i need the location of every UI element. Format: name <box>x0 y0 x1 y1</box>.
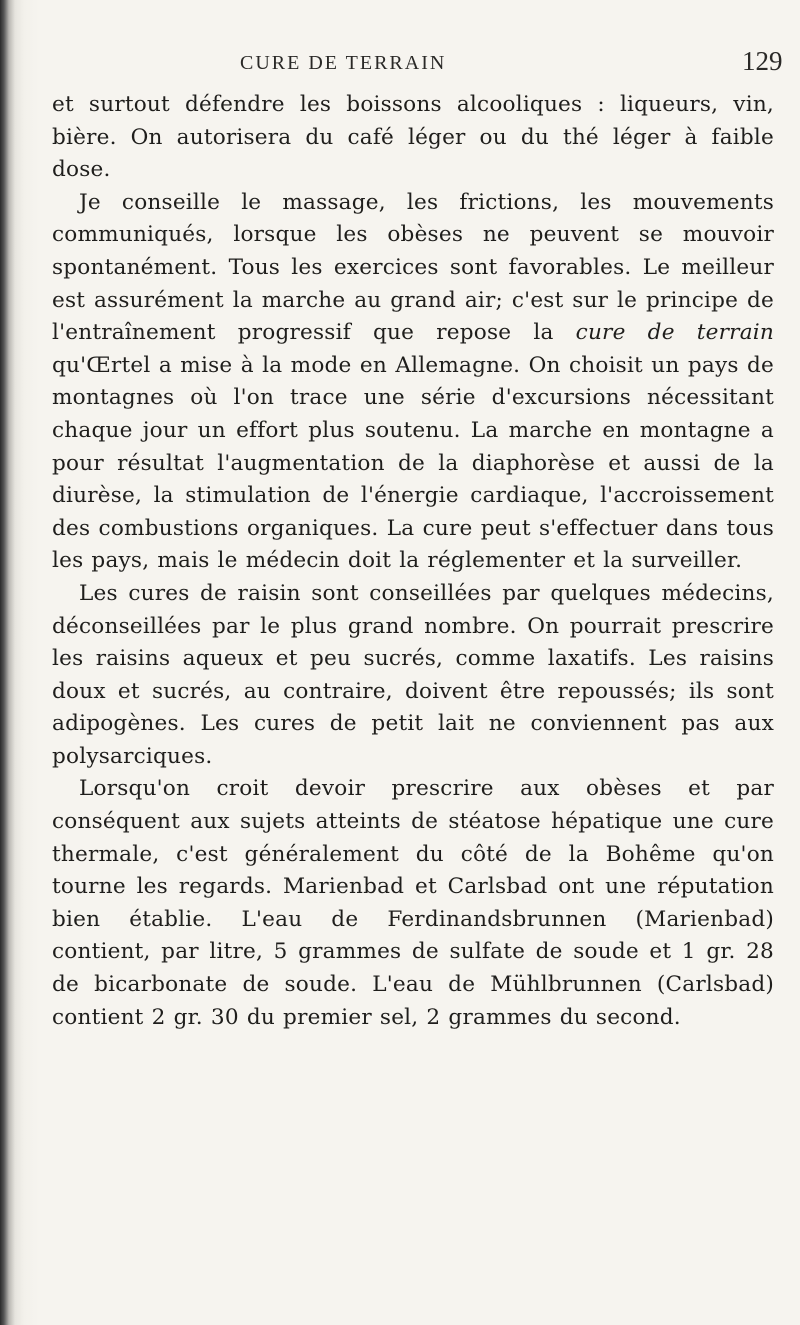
paragraph-exercise-end: qu'Œrtel a mise à la mode en Allemagne. On choisit un pays de montagnes où l'on trace une série d'excursions nécessitant chaque jour un effort plus soutenu. La marche en montagne a pour résultat l'augmentation de la diaphorèse et aussi de la diurèse, la stimulation de l'énergie cardiaque, l'accroissement des combustions organiques. La cure peut s'effectuer dans tous les pays, mais le médecin doit la réglementer et la surveiller. <box>52 352 774 574</box>
body-text <box>52 89 774 1034</box>
paragraph-diet: et surtout défendre les boissons alcooliques : liqueurs, vin, bière. On autorisera du café léger ou du thé léger à faible dose. <box>52 92 774 183</box>
paragraph-exercise <box>52 187 774 578</box>
paragraph-thermal-cures: Lorsqu'on croit devoir prescrire aux obèses et par conséquent aux sujets atteints de stéatose hépatique une cure thermale, c'est généralement du côté de la Bohême qu'on tourne les regards. Marienbad et Carlsbad ont une réputation bien établie. L'eau de Ferdinandsbrunnen (Marienbad) contient, par litre, 5 grammes de sulfate de soude et 1 gr. 28 de bicarbonate de soude. L'eau de Mühlbrunnen (Carlsbad) contient 2 gr. 30 du premier sel, 2 grammes du second. <box>52 776 774 1030</box>
paragraph-exercise-italic: cure de terrain <box>575 320 774 346</box>
paragraph-grape-cures: Les cures de raisin sont conseillées par quelques médecins, déconseillées par le plus grand nombre. On pourrait prescrire les raisins aqueux et peu sucrés, comme laxatifs. Les raisins doux et sucrés, au contraire, doivent être repoussés; ils sont adipogènes. Les cures de petit lait ne conviennent pas aux polysarciques. <box>52 580 774 769</box>
running-title: CURE DE TERRAIN <box>240 52 447 74</box>
page-number: 129 <box>742 46 783 76</box>
paragraph-exercise-start: Je conseille le massage, les frictions, les mouvements communiqués, lorsque les obèses ne peuvent se mouvoir spontanément. Tous les exercices sont favorables. Le meilleur est assurément la marche au grand air; c'est sur le principe de l'entraînement progressif que repose la <box>52 189 774 346</box>
page-header <box>0 42 800 82</box>
